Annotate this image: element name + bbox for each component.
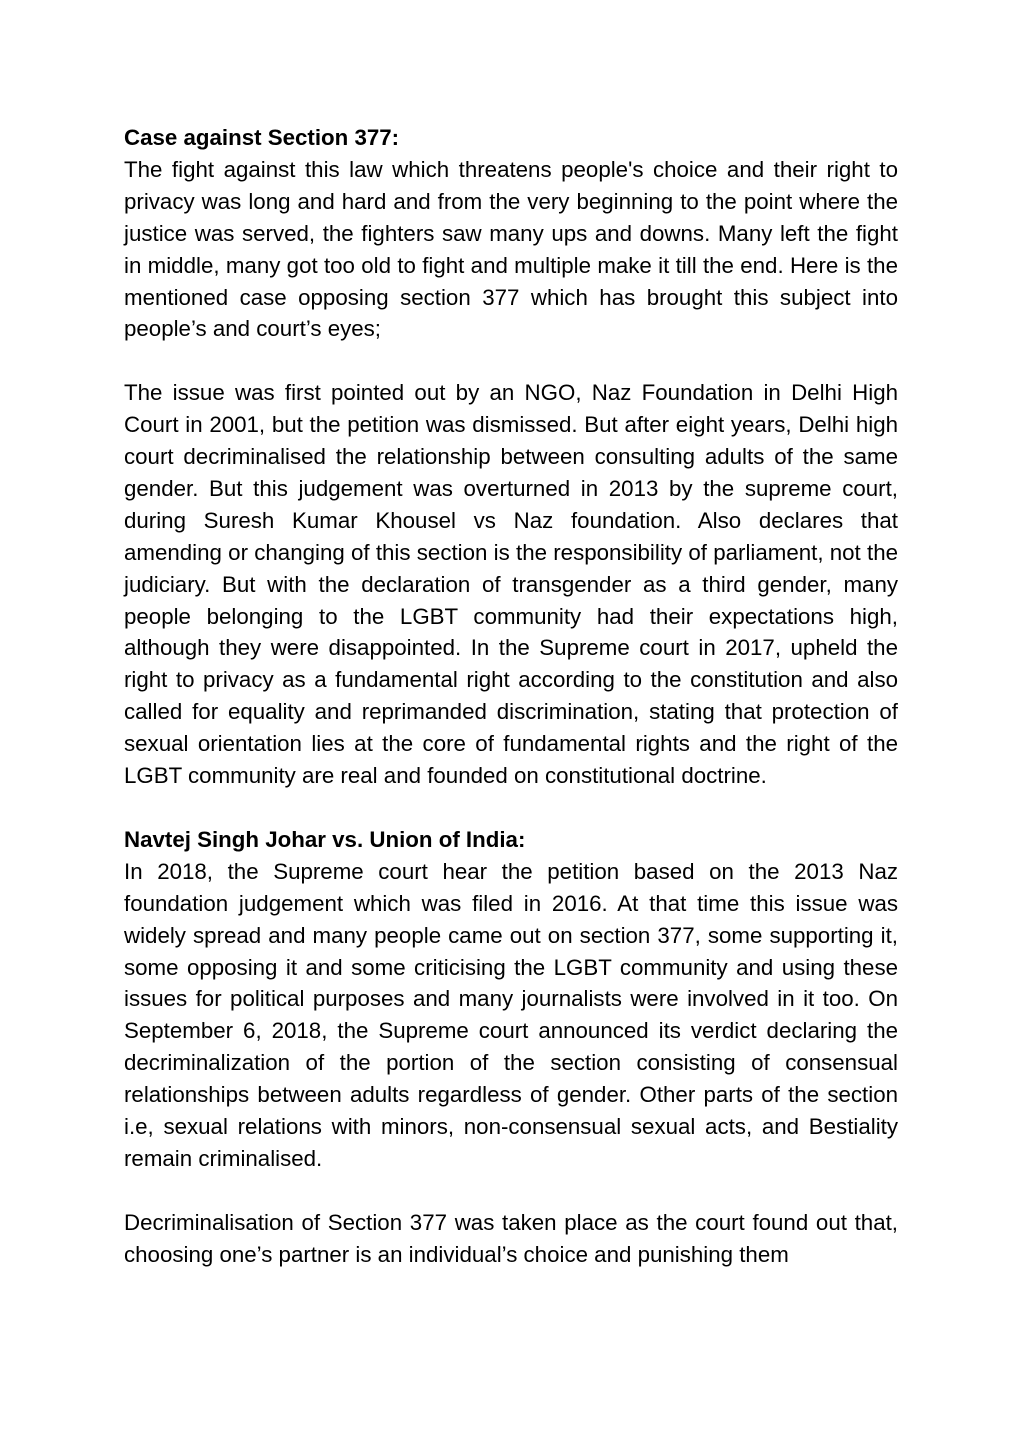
paragraph-naz-foundation-history: The issue was first pointed out by an NGO, Naz Foundation in Delhi High Court in 2001, but the petition was dismissed. But after eight years, Delhi high court decriminalised the relationship between consulting adults of the same gender. But this judgement was overturned in 2013 by the supreme court, during Suresh Kumar Khousel vs Naz foundation. Also declares that amending or changing of this section is the responsibility of parliament, not the judiciary. But with the declaration of transgender as a third gender, many people belonging to the LGBT community had their expectations high, although they were disappointed. In the Supreme court in 2017, upheld the right to privacy as a fundamental right according to the constitution and also called for equality and reprimanded discrimination, stating that protection of sexual orientation lies at the core of fundamental rights and the right of the LGBT community are real and founded on constitutional doctrine. xyxy=(124,380,898,789)
paragraph-spacer xyxy=(124,1175,898,1207)
paragraph-navtej-verdict: In 2018, the Supreme court hear the petition based on the 2013 Naz foundation judgement which was filed in 2016. At that time this issue was widely spread and many people came out on section 377, some supporting it, some opposing it and some criticising the LGBT community and using these issues for political purposes and many journalists were involved in it too. On September 6, 2018, the Supreme court announced its verdict declaring the decriminalization of the portion of the section consisting of consensual relationships between adults regardless of gender. Other parts of the section i.e, sexual relations with minors, non-consensual sexual acts, and Bestiality remain criminalised. xyxy=(124,858,898,1171)
paragraph-decriminalisation: Decriminalisation of Section 377 was taken place as the court found out that, choosing one’s partner is an individual’s choice and punishing them xyxy=(124,1209,898,1267)
paragraph-fight-against-law: The fight against this law which threatens people's choice and their right to privacy was long and hard and from the very beginning to the point where the justice was served, the fighters saw many ups and downs. Many left the fight in middle, many got too old to fight and multiple make it till the end. Here is the mentioned case opposing section 377 which has brought this subject into people’s and court’s eyes; xyxy=(124,156,898,342)
section-heading-case-against-377: Case against Section 377: xyxy=(124,125,400,150)
paragraph-spacer xyxy=(124,345,898,377)
section-heading-navtej-singh-johar: Navtej Singh Johar vs. Union of India: xyxy=(124,826,526,852)
paragraph-spacer xyxy=(124,792,898,824)
document-page xyxy=(124,122,898,1271)
